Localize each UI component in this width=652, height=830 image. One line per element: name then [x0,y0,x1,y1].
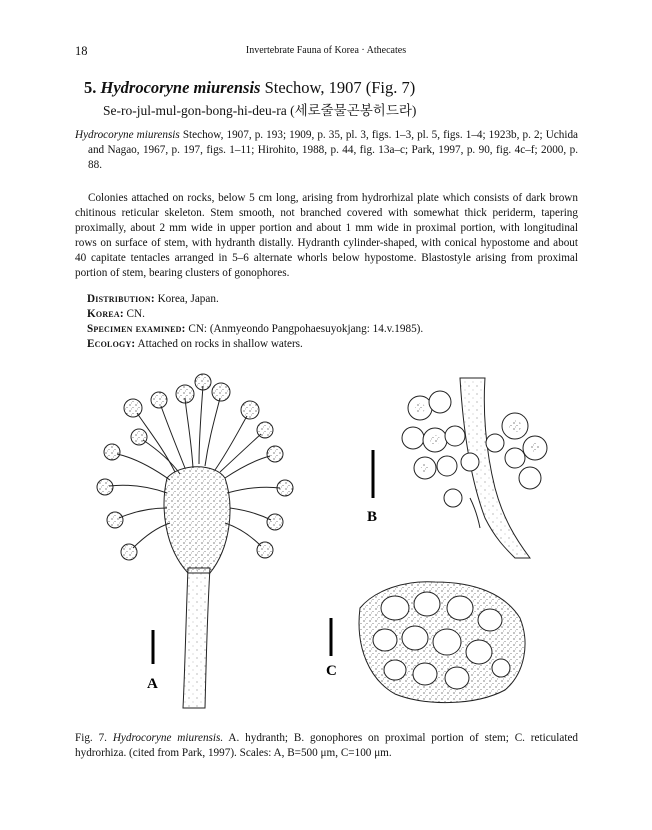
caption-species: Hydrocoryne miurensis. [112,732,224,744]
distribution-label: Distribution: [87,293,155,305]
distribution-value: Korea, Japan. [157,293,219,305]
specimen-value: CN: (Anmyeondo Pangpohaesuyokjang: 14.v.1985). [188,323,424,335]
korea-label: Korea: [87,308,124,320]
figure-7 [75,368,578,713]
korea-value: CN. [126,308,145,320]
running-head: Invertebrate Fauna of Korea · Athecates [245,45,407,56]
ecology-row [87,337,423,352]
synonymy-species: Hydrocoryne miurensis [75,129,180,141]
ecology-value: Attached on rocks in shallow waters. [137,338,303,350]
specimen-row [87,322,423,337]
panel-b-gonophores [373,378,547,558]
panel-c-hydrorhiza [331,582,525,703]
panel-label-a: A [147,676,158,692]
specimen-label: Specimen examined: [87,323,186,335]
distribution-row [87,292,423,307]
panel-label-c: C [326,663,337,679]
panel-a-hydranth [97,374,293,708]
synonymy-paragraph [75,128,578,173]
panel-label-b: B [367,509,378,525]
species-name: Hydrocoryne miurensis [100,78,261,97]
synonymy-text: Stechow, 1907, p. 193; 1909, p. 35, pl. 3, figs. 1–3, pl. 5, figs. 1–4; 1923b, p. 2; Uchida and Nagao, 1967, p. 197, figs. 1–11; Hirohito, 1988, p. 44, fig. 13a–c; Park, 1997, p. 90, fig. 4c–f; 2000, p. 88. [88,129,579,171]
korea-row [87,307,423,322]
species-number: 5. [84,78,97,97]
ecology-label: Ecology: [87,338,136,350]
figure-caption [75,731,578,761]
info-fields [87,292,423,352]
species-authority: Stechow, 1907 (Fig. 7) [264,78,416,97]
description-paragraph: Colonies attached on rocks, below 5 cm long, arising from hydrorhizal plate which consists of dark brown chitinous reticular skeleton. Stem smooth, not branched covered with somewhat thick periderm, tapering proximally, about 2 mm wide in upper portion and about 1 mm wide in proximal portion, with longitudinal rows on surface of stem, with hydranth distally. Hydranth cylinder-shaped, with conical hypostome and about 40 capitate tentacles arranged in 5–6 alternate whorls below hypostome. Blastostyle arising from proximal portion of stem, bearing clusters of gonophores. [75,192,578,279]
caption-lead: Fig. 7. [75,732,107,744]
romanized-name: Se-ro-jul-mul-gon-bong-hi-deu-ra (세로줄물곤봉히드라) [103,103,417,118]
page-number: 18 [75,44,88,58]
caption-text: A. hydranth; B. gonophores on proximal portion of stem; C. reticulated hydrorhiza. (cited from Park, 1997). Scales: A, B=500 μm, C=100 μm. [75,732,579,759]
species-heading [84,78,415,98]
